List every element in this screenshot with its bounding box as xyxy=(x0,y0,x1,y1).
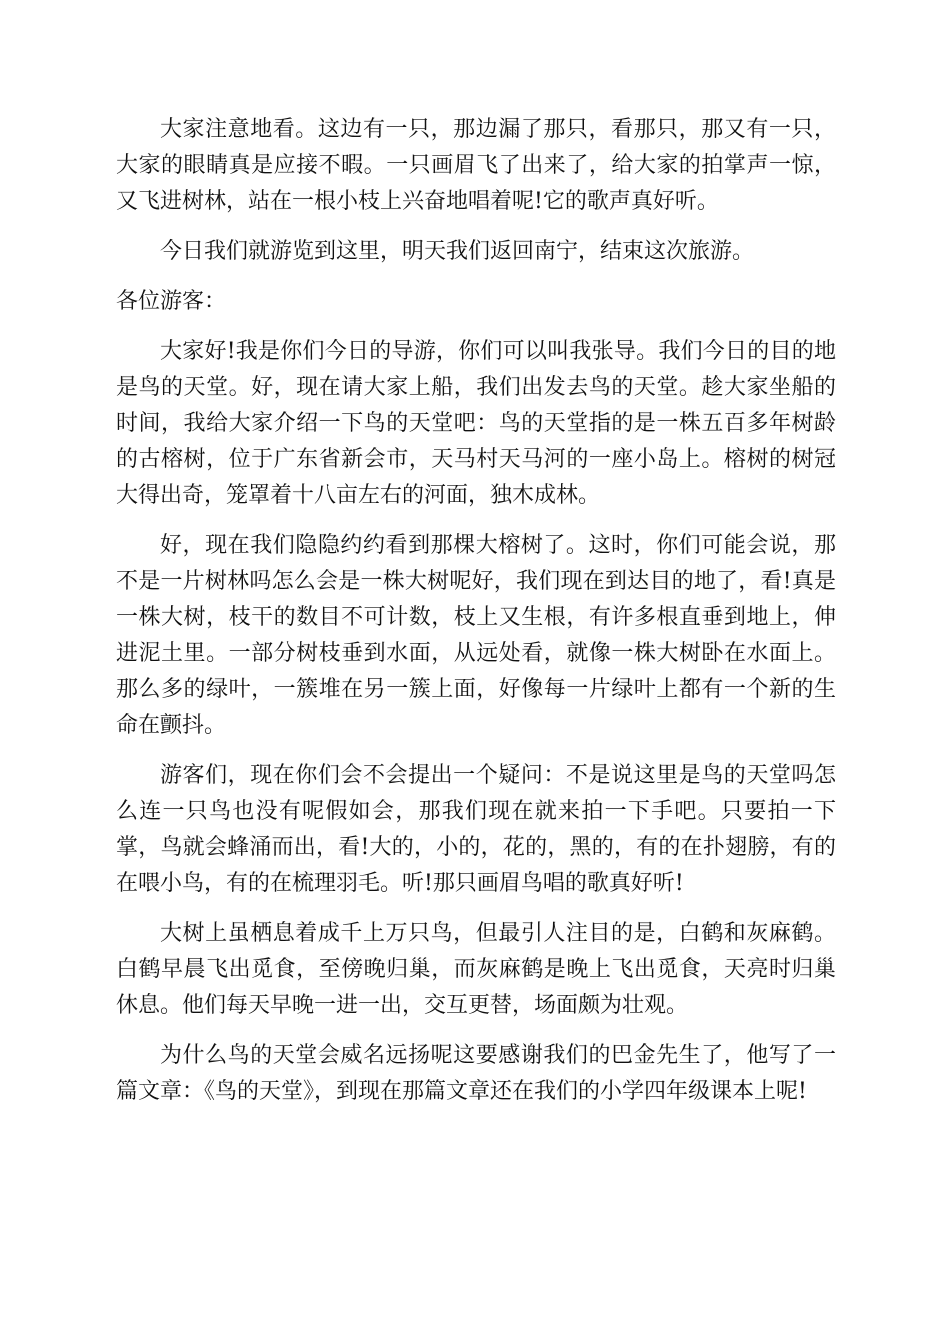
paragraph-egrets: 大树上虽栖息着成千上万只鸟，但最引人注目的是，白鹤和灰麻鹤。白鹤早晨飞出觅食，至傍晚归巢，而灰麻鹤是晚上飞出觅食，天亮时归巢休息。他们每天早晚一进一出，交互更替，场面颇为壮观。 xyxy=(116,921,836,1018)
paragraph-tour-end: 今日我们就游览到这里，明天我们返回南宁，结束这次旅游。 xyxy=(160,239,755,264)
paragraph-banyan-tree: 好，现在我们隐隐约约看到那棵大榕树了。这时，你们可能会说，那不是一片树林吗怎么会是一株大树呢好，我们现在到达目的地了，看!真是一株大树，枝干的数目不可计数，枝上又生根，有许多根直垂到地上，伸进泥土里。一部分树枝垂到水面，从远处看，就像一株大树卧在水面上。那么多的绿叶，一簇堆在另一簇上面，好像每一片绿叶上都有一个新的生命在颤抖。 xyxy=(116,533,836,738)
document-body xyxy=(116,112,836,1124)
paragraph-ba-jin: 为什么鸟的天堂会威名远扬呢这要感谢我们的巴金先生了，他写了一篇文章：《鸟的天堂》，到现在那篇文章还在我们的小学四年级课本上呢! xyxy=(116,1043,836,1104)
paragraph-clap-birds: 游客们，现在你们会不会提出一个疑问：不是说这里是鸟的天堂吗怎么连一只鸟也没有呢假如会，那我们现在就来拍一下手吧。只要拍一下掌，鸟就会蜂涌而出，看!大的，小的，花的，黑的，有的在扑翅膀，有的在喂小鸟，有的在梳理羽毛。听!那只画眉鸟唱的歌真好听! xyxy=(116,763,836,896)
paragraph-birds-watching: 大家注意地看。这边有一只，那边漏了那只，看那只，那又有一只，大家的眼睛真是应接不暇。一只画眉飞了出来了，给大家的拍掌声一惊，又飞进树林，站在一根小枝上兴奋地唱着呢!它的歌声真好听。 xyxy=(116,117,836,214)
paragraph-greeting: 各位游客： xyxy=(116,289,227,314)
paragraph-guide-intro: 大家好!我是你们今日的导游，你们可以叫我张导。我们今日的目的地是鸟的天堂。好，现在请大家上船，我们出发去鸟的天堂。趁大家坐船的时间，我给大家介绍一下鸟的天堂吧：鸟的天堂指的是一株五百多年树龄的古榕树，位于广东省新会市，天马村天马河的一座小岛上。榕树的树冠大得出奇，笼罩着十八亩左右的河面，独木成林。 xyxy=(116,339,836,508)
